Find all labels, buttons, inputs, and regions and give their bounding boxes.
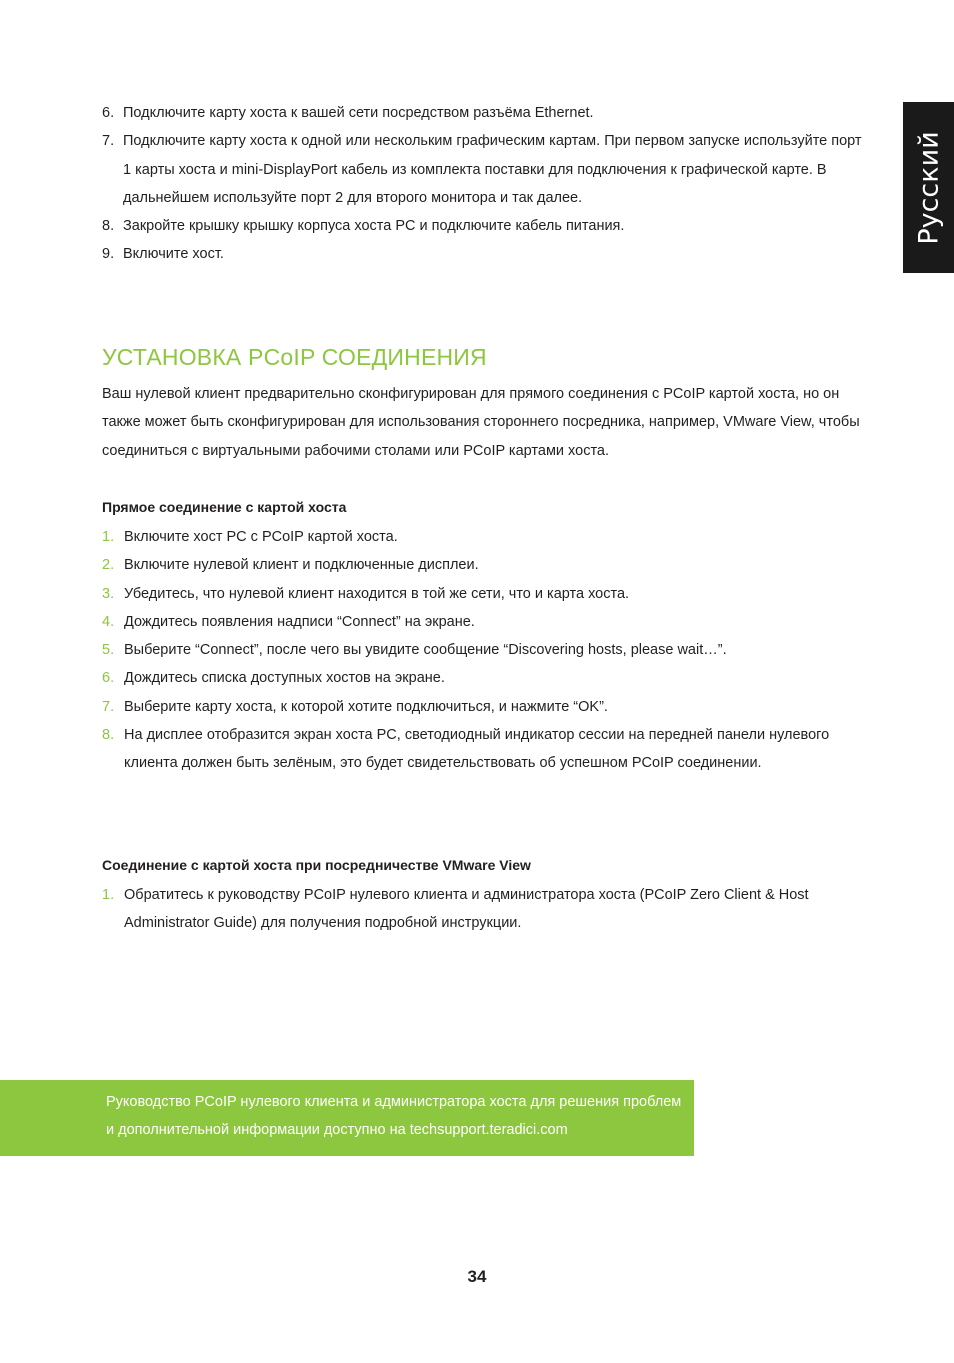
step-number: 7. [102,133,115,150]
page-number: 34 [467,1267,487,1286]
step-number: 3. [102,585,115,602]
direct-connection-heading: Прямое соединение с картой хоста [102,499,347,515]
list-item [102,127,862,212]
list-item [102,664,862,692]
list-item [102,212,862,240]
broker-steps-list [102,881,862,938]
step-number: 6. [102,105,115,121]
step-text: Дождитесь появления надписи “Connect” на экране. [124,613,475,630]
step-text: Дождитесь списка доступных хостов на экране. [124,670,445,687]
list-item [102,636,862,664]
language-tab [903,102,954,273]
step-text: Обратитесь к руководству PCoIP нулевого клиента и администратора хоста (PCoIP Zero Client & Host Administrator Guide) для получения подробной инструкции. [124,887,809,932]
step-text: Убедитесь, что нулевой клиент находится в той же сети, что и карта хоста. [124,585,630,602]
step-text: На дисплее отобразится экран хоста PC, светодиодный индикатор сессии на передней панели нулевого клиента должен быть зелёным, это будет свидетельствовать об успешном PCoIP соединении. [124,727,830,772]
step-text: Выберите карту хоста, к которой хотите подключиться, и нажмите “OK”. [124,698,608,715]
step-text: Закройте крышку крышку корпуса хоста PC и подключите кабель питания. [123,218,625,235]
list-item [102,881,862,938]
support-banner [0,1080,694,1156]
list-item [102,721,862,778]
step-text: Включите нулевой клиент и подключенные дисплеи. [124,557,479,574]
step-number: 1. [102,529,115,545]
section-title: УСТАНОВКА PCoIP СОЕДИНЕНИЯ [102,344,487,370]
language-tab-label: Русский [913,130,944,245]
step-number: 9. [102,246,115,263]
list-item [102,608,862,636]
top-steps-list [102,99,862,269]
step-number: 8. [102,218,115,235]
list-item [102,580,862,608]
list-item [102,240,862,268]
step-number: 6. [102,670,115,687]
section-intro: Ваш нулевой клиент предварительно сконфигурирован для прямого соединения с PCoIP картой хоста, но он также может быть сконфигурирован для использования стороннего посредника, например, VMware View, чтобы соединиться с виртуальными рабочими столами или PCoIP картами хоста. [102,386,860,459]
direct-steps-list [102,523,862,778]
step-number: 2. [102,557,115,574]
step-text: Включите хост PC с PCoIP картой хоста. [124,529,398,545]
step-text: Выберите “Connect”, после чего вы увидите сообщение “Discovering hosts, please wait…”. [124,642,727,659]
step-number: 5. [102,642,115,659]
step-number: 8. [102,727,115,744]
list-item [102,551,862,579]
step-text: Подключите карту хоста к одной или нескольким графическим картам. При первом запуске используйте порт 1 карты хоста и mini-DisplayPort кабель из комплекта поставки для подключения к графической карте. В дальнейшем используйте порт 2 для второго монитора и так далее. [123,133,862,206]
list-item [102,693,862,721]
broker-connection-heading: Соединение с картой хоста при посредничестве VMware View [102,857,531,873]
step-text: Включите хост. [123,246,224,263]
step-number: 1. [102,887,115,903]
step-number: 4. [102,613,115,630]
list-item [102,523,862,551]
step-number: 7. [102,698,115,715]
list-item [102,99,862,127]
step-text: Подключите карту хоста к вашей сети посредством разъёма Ethernet. [123,105,594,121]
support-banner-text: Руководство PCoIP нулевого клиента и администратора хоста для решения проблем и дополнительной информации доступно на techsupport.teradici.com [106,1094,682,1138]
